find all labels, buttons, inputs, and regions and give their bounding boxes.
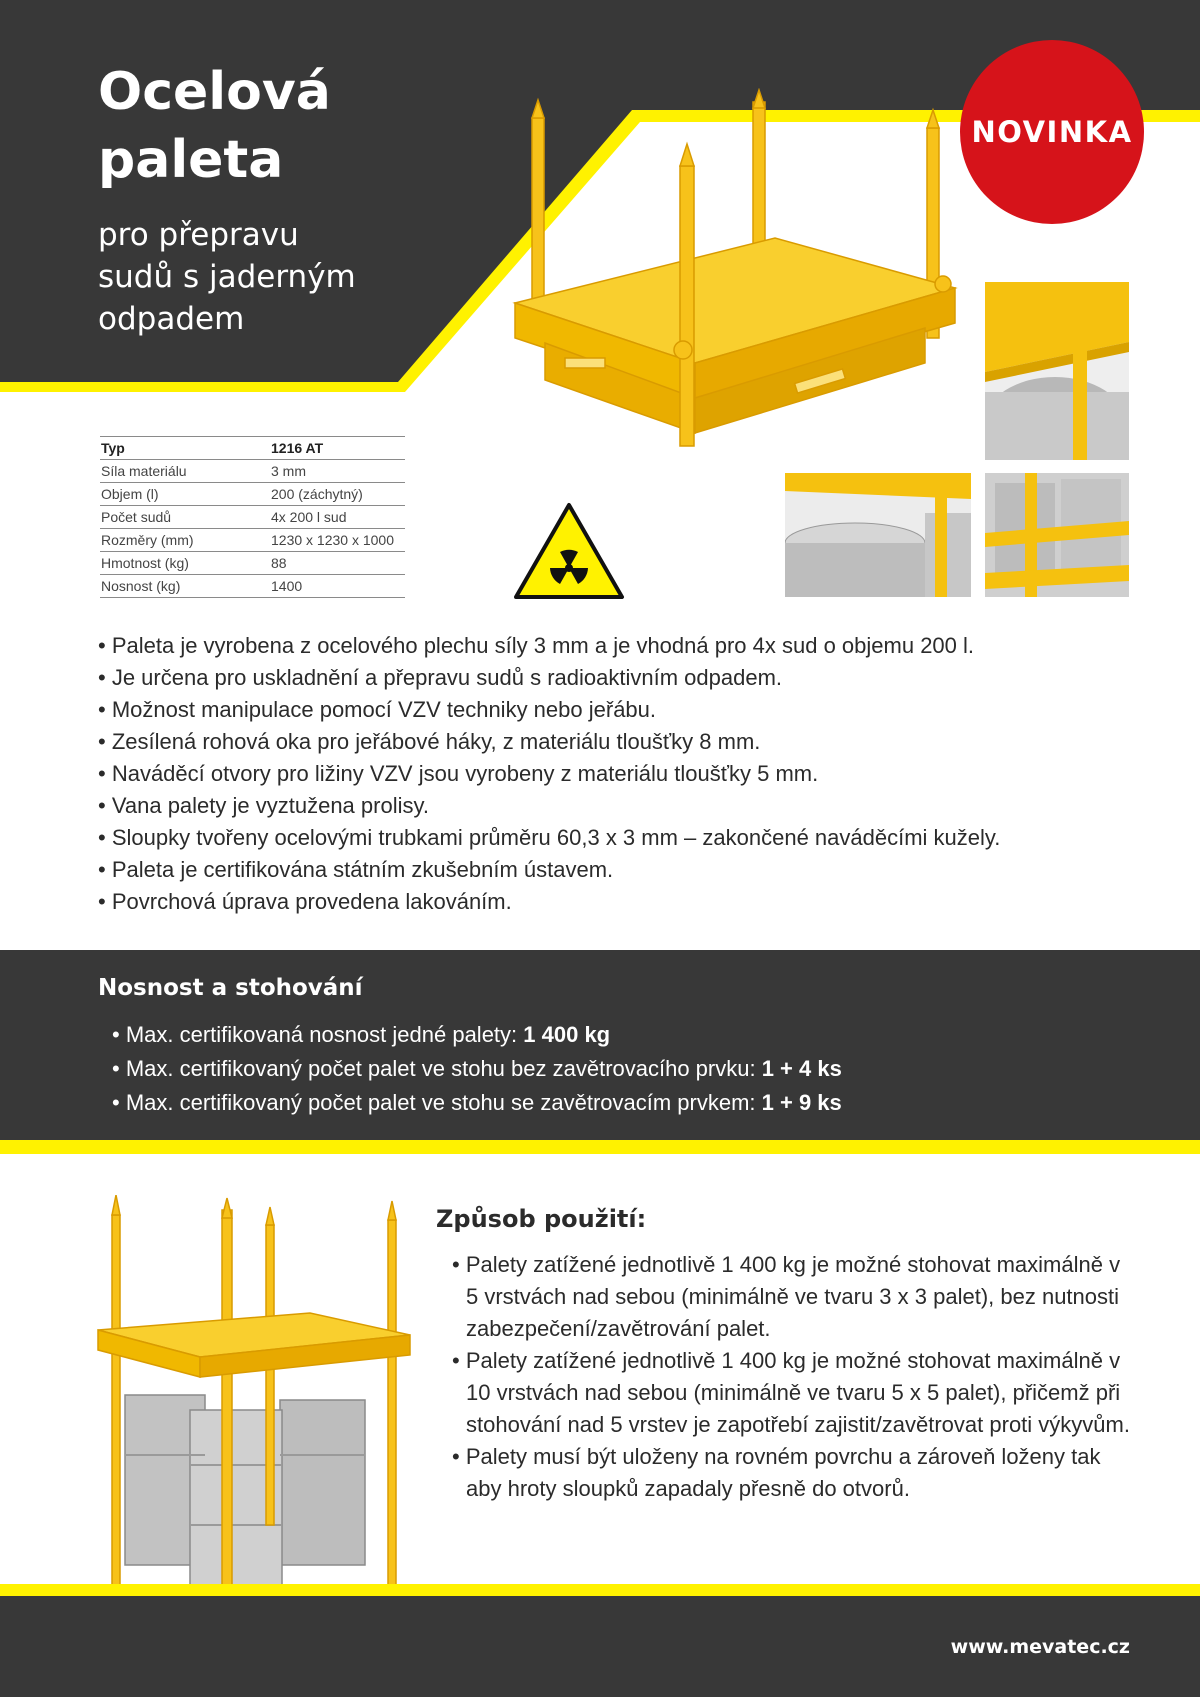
table-row (100, 437, 405, 460)
table-row (100, 506, 405, 529)
subtitle-line: odpadem (98, 301, 245, 337)
spec-label: Počet sudů (100, 506, 270, 529)
feature-item: • Paleta je certifikována státním zkušebním ústavem. (98, 854, 1158, 886)
feature-item: • Možnost manipulace pomocí VZV techniky nebo jeřábu. (98, 694, 1158, 726)
load-item-text: Max. certifikovaná nosnost jedné palety: (125, 1022, 524, 1047)
product-photo-corner-detail (985, 282, 1129, 460)
spec-label: Hmotnost (kg) (100, 552, 270, 575)
product-loaded-image (90, 1195, 420, 1635)
spec-value: 1230 x 1230 x 1000 (270, 529, 405, 552)
load-item-text: Max. certifikovaný počet palet ve stohu bez zavětrovacího prvku: (125, 1056, 762, 1081)
feature-item: • Zesílená rohová oka pro jeřábové háky, z materiálu tloušťky 8 mm. (98, 726, 1158, 758)
feature-item: • Povrchová úprava provedena lakováním. (98, 886, 1158, 918)
load-item (112, 1018, 1172, 1052)
title-line: Ocelová (98, 62, 331, 122)
load-item-value: 1 + 4 ks (761, 1056, 842, 1081)
spec-value: 88 (270, 552, 405, 575)
spec-label: Typ (100, 437, 270, 460)
load-section-title: Nosnost a stohování (98, 975, 363, 1001)
product-main-image (505, 88, 965, 478)
spec-value: 200 (záchytný) (270, 483, 405, 506)
spec-value: 1400 (270, 575, 405, 598)
spec-label: Rozměry (mm) (100, 529, 270, 552)
table-row (100, 552, 405, 575)
product-photo-drum-detail (785, 473, 971, 597)
load-item (112, 1052, 1172, 1086)
load-item-value: 1 + 9 ks (761, 1090, 842, 1115)
load-item (112, 1086, 1172, 1120)
usage-item: • Palety zatížené jednotlivě 1 400 kg je možné stohovat maximálně v 5 vrstvách nad sebou (minimálně ve tvaru 3 x 3 palet), bez nutnosti zabezpečení/zavětrování palet. (452, 1249, 1132, 1345)
subtitle-line: pro přepravu (98, 217, 299, 253)
page-subtitle (98, 214, 418, 340)
feature-item: • Je určena pro uskladnění a přepravu sudů s radioaktivním odpadem. (98, 662, 1158, 694)
spec-value: 4x 200 l sud (270, 506, 405, 529)
radiation-hazard-icon (513, 502, 625, 600)
usage-item: • Palety musí být uloženy na rovném povrchu a zároveň loženy tak aby hroty sloupků zapadaly přesně do otvorů. (452, 1441, 1132, 1505)
spec-table (100, 436, 405, 598)
feature-item: • Vana palety je vyztužena prolisy. (98, 790, 1158, 822)
title-line: paleta (98, 130, 284, 190)
spec-label: Nosnost (kg) (100, 575, 270, 598)
website-link[interactable]: www.mevatec.cz (950, 1636, 1130, 1658)
spec-label: Síla materiálu (100, 460, 270, 483)
page-title (98, 58, 458, 194)
table-row (100, 575, 405, 598)
load-item-text: Max. certifikovaný počet palet ve stohu se zavětrovacím prvkem: (125, 1090, 762, 1115)
feature-item: • Naváděcí otvory pro ližiny VZV jsou vyrobeny z materiálu tloušťky 5 mm. (98, 758, 1158, 790)
feature-list (98, 630, 1158, 918)
spec-value: 1216 AT (270, 437, 405, 460)
usage-list (452, 1249, 1132, 1505)
feature-item: • Paleta je vyrobena z ocelového plechu síly 3 mm a je vhodná pro 4x sud o objemu 200 l. (98, 630, 1158, 662)
subtitle-line: sudů s jaderným (98, 259, 356, 295)
usage-section-title: Způsob použití: (436, 1205, 647, 1233)
badge-label: NOVINKA (971, 115, 1133, 149)
feature-item: • Sloupky tvořeny ocelovými trubkami průměru 60,3 x 3 mm – zakončené naváděcími kužely. (98, 822, 1158, 854)
table-row (100, 460, 405, 483)
footer-yellow-stripe (0, 1584, 1200, 1596)
table-row (100, 529, 405, 552)
yellow-divider (0, 1140, 1200, 1154)
spec-label: Objem (l) (100, 483, 270, 506)
product-photo-stacked-drums (985, 473, 1129, 597)
load-item-value: 1 400 kg (523, 1022, 611, 1047)
usage-item: • Palety zatížené jednotlivě 1 400 kg je možné stohovat maximálně v 10 vrstvách nad sebou (minimálně ve tvaru 5 x 5 palet), přičemž při stohování nad 5 vrstev je zapotřebí zajistit/zavětrovat proti výkyvům. (452, 1345, 1132, 1441)
table-row (100, 483, 405, 506)
spec-value: 3 mm (270, 460, 405, 483)
load-list (112, 1018, 1172, 1120)
novinka-badge (960, 40, 1144, 224)
